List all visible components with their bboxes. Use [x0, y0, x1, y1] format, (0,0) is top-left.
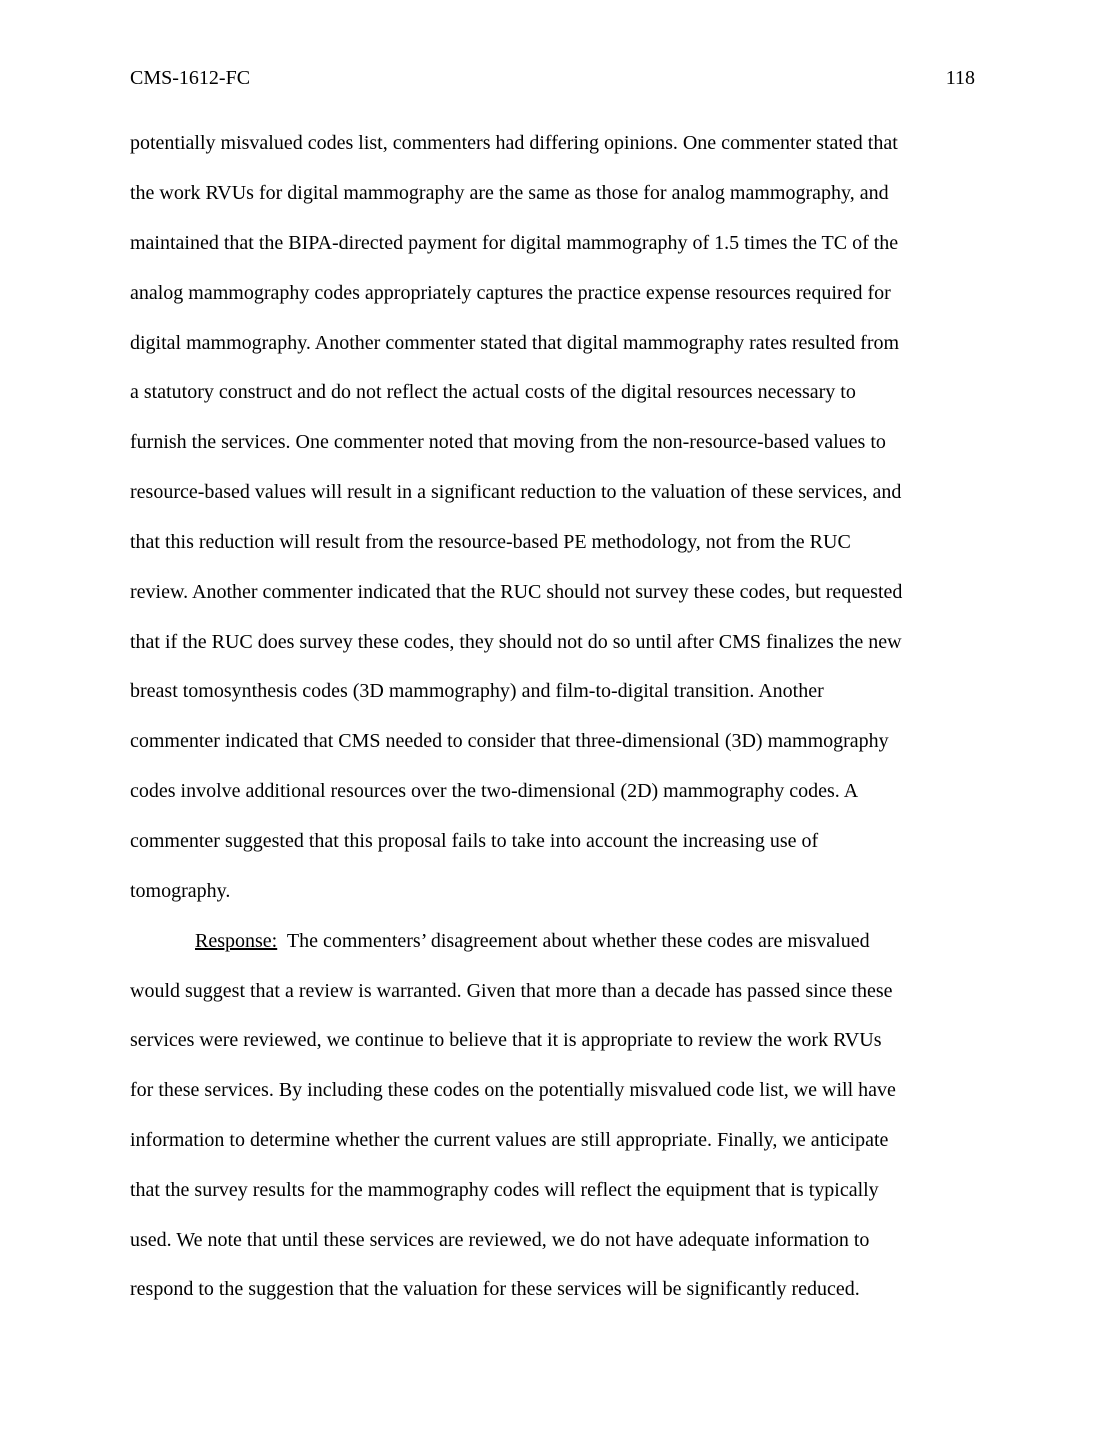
text-line: that if the RUC does survey these codes, they should not do so until after CMS finalizes the new — [130, 631, 902, 653]
response-first-line-text: The commenters’ disagreement about whether these codes are misvalued — [277, 930, 870, 952]
text-line: services were reviewed, we continue to believe that it is appropriate to review the work RVUs — [130, 1029, 882, 1051]
text-line: that this reduction will result from the resource-based PE methodology, not from the RUC — [130, 531, 851, 553]
text-line: would suggest that a review is warranted. Given that more than a decade has passed since these — [130, 980, 893, 1002]
text-line: breast tomosynthesis codes (3D mammography) and film-to-digital transition. Another — [130, 680, 824, 702]
text-line: digital mammography. Another commenter stated that digital mammography rates resulted from — [130, 332, 900, 354]
response-first-line — [195, 929, 870, 953]
text-line: codes involve additional resources over the two-dimensional (2D) mammography codes. A — [130, 780, 859, 802]
text-line: maintained that the BIPA-directed payment for digital mammography of 1.5 times the TC of the — [130, 232, 899, 254]
text-line: commenter indicated that CMS needed to consider that three-dimensional (3D) mammography — [130, 730, 889, 752]
text-line: tomography. — [130, 880, 231, 902]
text-line: review. Another commenter indicated that the RUC should not survey these codes, but requested — [130, 581, 903, 603]
text-line: respond to the suggestion that the valuation for these services will be significantly reduced. — [130, 1278, 860, 1300]
text-line: the work RVUs for digital mammography are the same as those for analog mammography, and — [130, 182, 889, 204]
text-line: used. We note that until these services are reviewed, we do not have adequate information to — [130, 1229, 870, 1251]
page-number: 118 — [945, 67, 975, 89]
text-line: for these services. By including these codes on the potentially misvalued code list, we will have — [130, 1079, 896, 1101]
text-line: potentially misvalued codes list, commenters had differing opinions. One commenter stated that — [130, 132, 898, 154]
text-line: resource-based values will result in a significant reduction to the valuation of these services, and — [130, 481, 902, 503]
text-line: commenter suggested that this proposal fails to take into account the increasing use of — [130, 830, 819, 852]
response-label: Response: — [195, 930, 278, 952]
text-line: analog mammography codes appropriately captures the practice expense resources required for — [130, 282, 891, 304]
text-line: that the survey results for the mammography codes will reflect the equipment that is typically — [130, 1179, 879, 1201]
page-header-doc-id: CMS-1612-FC — [130, 67, 251, 89]
text-line: furnish the services. One commenter noted that moving from the non-resource-based values to — [130, 431, 886, 453]
text-line: a statutory construct and do not reflect the actual costs of the digital resources necessary to — [130, 381, 856, 403]
text-line: information to determine whether the current values are still appropriate. Finally, we anticipate — [130, 1129, 889, 1151]
